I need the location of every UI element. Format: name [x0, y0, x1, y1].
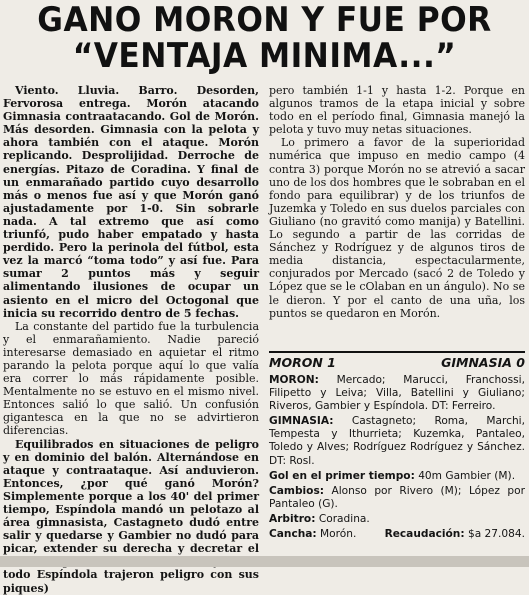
- referee: [269, 513, 525, 526]
- moron-lineup-value: Mercado; Marucci, Franchossi, Filipetto y Leiva; Villa, Batellini y Giuliano; Riveros, Gambier y Espíndola. DT: Ferreiro.: [269, 374, 525, 413]
- goal-value: 40m Gambier (M).: [418, 469, 516, 482]
- headline: [21, 2, 508, 74]
- substitutions: [269, 485, 525, 511]
- venue-value: Morón.: [320, 528, 357, 541]
- match-facts: [269, 374, 525, 541]
- headline-line-1: GANO MORON Y FUE POR: [37, 0, 492, 40]
- substitutions-value: Alonso por Rivero (M); López por Pantaleo (G).: [269, 484, 525, 510]
- divider: [269, 351, 525, 353]
- venue-label: Cancha:: [269, 528, 317, 541]
- paragraph-continuation: pero también 1-1 y hasta 1-2. Porque en algunos tramos de la etapa inicial y sobre todo en el período final, Gimnasia manejó la pelota y tuvo muy netas situaciones.: [269, 84, 525, 137]
- goal-info: [269, 470, 525, 483]
- headline-line-2: “VENTAJA MINIMA...”: [72, 36, 457, 76]
- substitutions-label: Cambios:: [269, 484, 324, 497]
- match-facts-box: [269, 351, 525, 543]
- venue-and-gate: [269, 528, 525, 541]
- referee-label: Arbitro:: [269, 512, 316, 525]
- gate-value: $a 27.084.: [467, 528, 525, 541]
- gimnasia-lineup-value: Castagneto; Roma, Marchi, Tempesta y Ithurrieta; Kuzemka, Pantaleo, Toledo y Alves; Rodríguez Rodríguez y Sánchez. DT: Rosl.: [269, 415, 525, 467]
- moron-lineup-label: MORON:: [269, 374, 319, 386]
- paragraph-superiority: Lo primero a favor de la superioridad numérica que impuso en medio campo (4 contra 3) porque Morón no se atrevió a sacar uno de los dos hombres que le sobraban en el fondo para equilibrar) y de los triunfos de Juzemka y Toledo en sus duelos parciales con Giuliano (no gravitó como manija) y Batellini. Lo segundo a partir de las corridas de Sánchez y Rodríguez y de algunos tiros de media distancia, espectacularmente, conjurados por Mercado (sacó 2 de Toledo y López que se le cOlaban en un ángulo). No se le dieron. Y por el canto de una uña, los puntos se quedaron en Morón.: [269, 136, 525, 320]
- paragraph-turbulence: La constante del partido fue la turbulencia y el enmarañamiento. Nadie pareció interesarse demasiado en aquietar el ritmo parando la pelota porque aquí lo que valía era correr lo más rápidamente posible. Mentalmente no se estuvo en el mismo nivel. Entonces salió lo que salió. Un confusión gigantesca en la que no se advirtieron diferencias.: [3, 319, 259, 438]
- cropped-next-headline: [0, 556, 529, 567]
- scoreboard: [269, 355, 525, 371]
- paragraph-intro: Viento. Lluvia. Barro. Desorden, Fervorosa entrega. Morón atacando Gimnasia contraatacando. Gol de Morón. Más desorden. Gimnasia con la pelota y ahora también con el ataque. Morón replicando. Desprolijidad. Derroche de energías. Pitazo de Coradina. Y final de un enmarañado partido cuyo desarrollo más o menos fue así y que Morón ganó ajustadamente por 1-0. Sin sobrarle nada. A tal extremo que así como triunfó, pudo haber empatado y hasta perdido. Pero la perinola del fútbol, esta vez la marcó “toma todo” y así fue. Para sumar 2 puntos más y seguir alimentando ilusiones de ocupar un asiento en el micro del Octogonal que inicia su recorrido dentro de 5 fechas.: [3, 84, 259, 320]
- gimnasia-lineup-label: GIMNASIA:: [269, 415, 334, 428]
- home-team-score: MORON 1: [269, 355, 336, 370]
- goal-label: Gol en el primer tiempo:: [269, 469, 415, 482]
- moron-lineup: [269, 374, 525, 413]
- gimnasia-lineup: [269, 415, 525, 467]
- right-column: [269, 84, 525, 320]
- away-team-score: GIMNASIA 0: [441, 355, 525, 370]
- referee-value: Coradina.: [318, 512, 370, 525]
- paragraph-why-moron-won: Equilibrados en situaciones de peligro y en dominio del balón. Alternándose en ataque y contraataque. Así anduvieron. Entonces, ¿por qué ganó Morón? Simplemente porque a los 40' del primer tiempo, Espíndola mandó un pelotazo al área gimnasista, Castagneto dudó entre salir y quedarse y Gambier no dudó para picar, extender su derecha y decretar el todo Espíndola trajeron peligro con sus piques): [3, 437, 259, 595]
- gate-label: Recaudación:: [384, 528, 465, 541]
- left-column: [3, 84, 259, 595]
